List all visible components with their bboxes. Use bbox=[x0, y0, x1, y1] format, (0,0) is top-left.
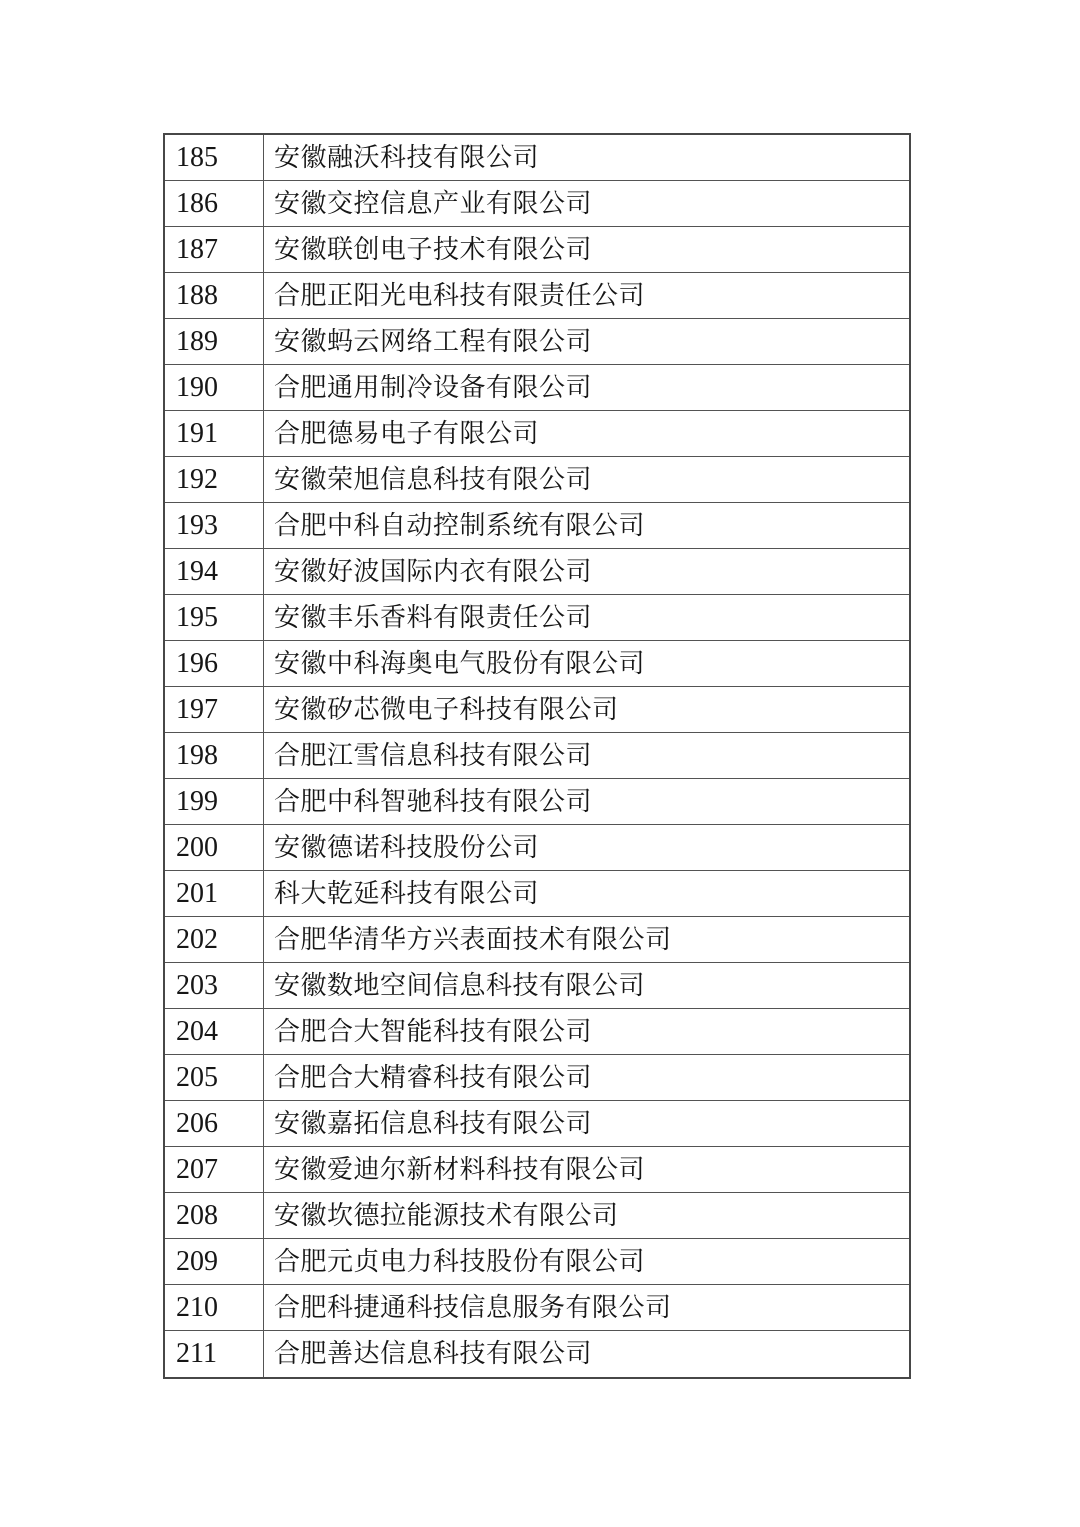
row-number: 210 bbox=[165, 1285, 264, 1330]
table-row bbox=[165, 1239, 909, 1285]
company-name: 安徽嘉拓信息科技有限公司 bbox=[274, 1108, 593, 1138]
company-name: 安徽荣旭信息科技有限公司 bbox=[274, 464, 593, 494]
row-number: 208 bbox=[165, 1193, 264, 1238]
company-name: 合肥善达信息科技有限公司 bbox=[274, 1339, 593, 1368]
row-number: 199 bbox=[165, 779, 264, 824]
company-name: 安徽矽芯微电子科技有限公司 bbox=[274, 694, 619, 724]
row-number: 207 bbox=[165, 1147, 264, 1192]
company-name: 科大乾延科技有限公司 bbox=[274, 878, 540, 908]
row-number: 192 bbox=[165, 457, 264, 502]
table-row bbox=[165, 1055, 909, 1101]
row-number: 200 bbox=[165, 825, 264, 870]
company-name: 安徽好波国际内衣有限公司 bbox=[274, 556, 593, 586]
row-number: 204 bbox=[165, 1009, 264, 1054]
company-name: 安徽中科海奥电气股份有限公司 bbox=[274, 648, 646, 678]
row-number: 196 bbox=[165, 641, 264, 686]
row-number: 206 bbox=[165, 1101, 264, 1146]
table-row bbox=[165, 733, 909, 779]
company-name: 合肥中科自动控制系统有限公司 bbox=[274, 510, 646, 540]
table-row bbox=[165, 779, 909, 825]
table-row bbox=[165, 871, 909, 917]
company-table bbox=[163, 133, 911, 1379]
company-name: 安徽丰乐香料有限责任公司 bbox=[274, 602, 593, 632]
company-name: 安徽德诺科技股份公司 bbox=[274, 832, 540, 862]
company-name: 合肥通用制冷设备有限公司 bbox=[274, 372, 593, 402]
company-name: 安徽爱迪尔新材料科技有限公司 bbox=[274, 1154, 646, 1184]
row-number: 205 bbox=[165, 1055, 264, 1100]
row-number: 201 bbox=[165, 871, 264, 916]
table-row bbox=[165, 181, 909, 227]
row-number: 189 bbox=[165, 319, 264, 364]
table-row bbox=[165, 963, 909, 1009]
company-name: 安徽联创电子技术有限公司 bbox=[274, 234, 593, 264]
company-name: 安徽交控信息产业有限公司 bbox=[274, 188, 593, 218]
company-name: 安徽数地空间信息科技有限公司 bbox=[274, 970, 646, 1000]
table-row bbox=[165, 1331, 909, 1377]
row-number: 203 bbox=[165, 963, 264, 1008]
company-name: 安徽蚂云网络工程有限公司 bbox=[274, 326, 593, 356]
row-number: 209 bbox=[165, 1239, 264, 1284]
company-name: 合肥科捷通科技信息服务有限公司 bbox=[274, 1292, 672, 1322]
table-row bbox=[165, 1009, 909, 1055]
table-row bbox=[165, 1285, 909, 1331]
row-number: 186 bbox=[165, 181, 264, 226]
row-number: 191 bbox=[165, 411, 264, 456]
company-name: 合肥元贞电力科技股份有限公司 bbox=[274, 1246, 646, 1276]
table-row bbox=[165, 1147, 909, 1193]
table-row bbox=[165, 825, 909, 871]
row-number: 194 bbox=[165, 549, 264, 594]
table-row bbox=[165, 457, 909, 503]
table-row bbox=[165, 1193, 909, 1239]
row-number: 187 bbox=[165, 227, 264, 272]
company-name: 合肥华清华方兴表面技术有限公司 bbox=[274, 924, 672, 954]
company-name: 安徽融沃科技有限公司 bbox=[274, 142, 540, 172]
table-row bbox=[165, 641, 909, 687]
row-number: 185 bbox=[165, 135, 264, 180]
company-name: 安徽坎德拉能源技术有限公司 bbox=[274, 1200, 619, 1230]
table-row bbox=[165, 595, 909, 641]
company-name: 合肥正阳光电科技有限责任公司 bbox=[274, 280, 646, 310]
row-number: 198 bbox=[165, 733, 264, 778]
table-row bbox=[165, 319, 909, 365]
company-name: 合肥德易电子有限公司 bbox=[274, 418, 540, 448]
row-number: 190 bbox=[165, 365, 264, 410]
row-number: 195 bbox=[165, 595, 264, 640]
company-name: 合肥合大智能科技有限公司 bbox=[274, 1016, 593, 1046]
row-number: 211 bbox=[165, 1331, 264, 1377]
table-row bbox=[165, 365, 909, 411]
company-name: 合肥中科智驰科技有限公司 bbox=[274, 786, 593, 816]
company-name: 合肥江雪信息科技有限公司 bbox=[274, 740, 593, 770]
row-number: 188 bbox=[165, 273, 264, 318]
table-row bbox=[165, 1101, 909, 1147]
table-row bbox=[165, 411, 909, 457]
table-row bbox=[165, 273, 909, 319]
table-row bbox=[165, 549, 909, 595]
table-row bbox=[165, 135, 909, 181]
table-row bbox=[165, 687, 909, 733]
row-number: 193 bbox=[165, 503, 264, 548]
row-number: 202 bbox=[165, 917, 264, 962]
table-row bbox=[165, 917, 909, 963]
company-name: 合肥合大精睿科技有限公司 bbox=[274, 1062, 593, 1092]
row-number: 197 bbox=[165, 687, 264, 732]
table-row bbox=[165, 227, 909, 273]
table-row bbox=[165, 503, 909, 549]
